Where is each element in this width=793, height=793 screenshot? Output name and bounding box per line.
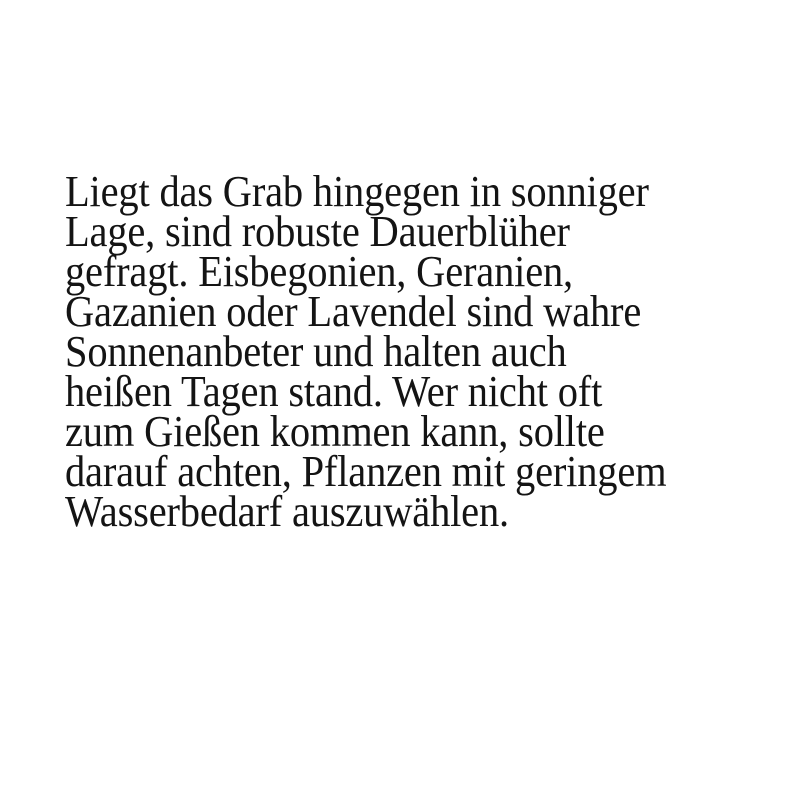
- paragraph-line: Lage, sind robuste Dauerblüher: [65, 207, 570, 256]
- paragraph-line: heißen Tagen stand. Wer nicht oft: [65, 367, 603, 416]
- paragraph-line: Sonnenanbeter und halten auch: [65, 327, 567, 376]
- paragraph-line: Wasserbedarf auszuwählen.: [65, 487, 509, 536]
- paragraph-line: darauf achten, Pflanzen mit geringem: [65, 447, 667, 496]
- paragraph-line: zum Gießen kommen kann, sollte: [65, 407, 605, 456]
- paragraph-line: Gazanien oder Lavendel sind wahre: [65, 287, 642, 336]
- paragraph: [65, 167, 764, 536]
- paragraph-line: gefragt. Eisbegonien, Geranien,: [65, 247, 573, 296]
- paragraph-line: Liegt das Grab hingegen in sonniger: [65, 167, 649, 216]
